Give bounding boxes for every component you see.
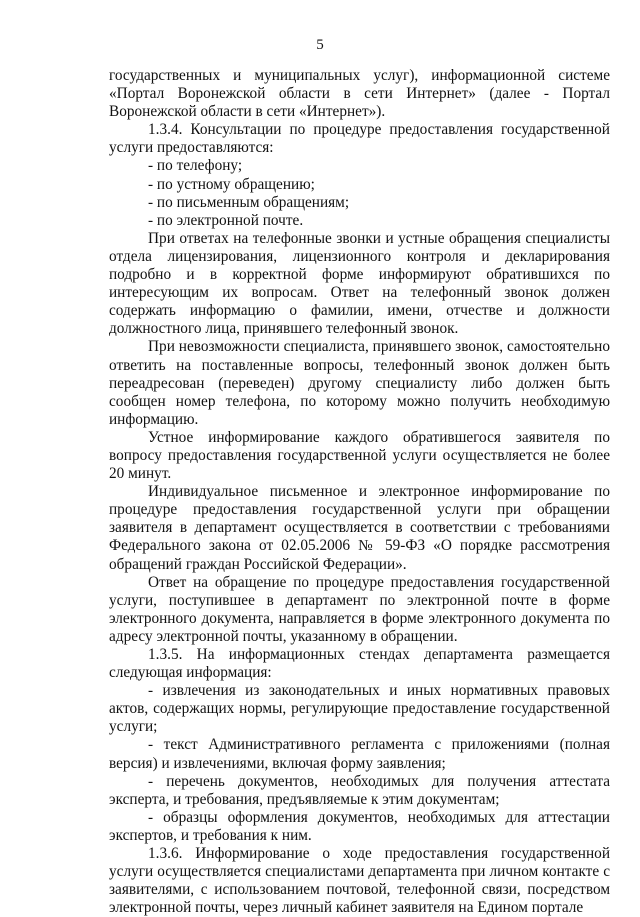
paragraph: - образцы оформления документов, необходимых для аттестации экспертов, и требования к ним. — [109, 808, 610, 844]
document-body — [109, 67, 610, 917]
paragraph: - по электронной почте. — [148, 211, 304, 229]
paragraph: - по телефону; — [148, 157, 243, 175]
paragraph: При невозможности специалиста, принявшего звонок, самостоятельно ответить на поставленные вопросы, телефонный звонок должен быть переадресован (переведен) другому специалисту либо должен быть сообщен номер телефона, по которому можно получить необходимую информацию. — [109, 338, 610, 428]
paragraph: - извлечения из законодательных и иных нормативных правовых актов, содержащих нормы, регулирующие предоставление государственной услуги; — [109, 682, 610, 736]
paragraph: 1.3.5. На информационных стендах департамента размещается следующая информация: — [109, 646, 610, 682]
paragraph: - по устному обращению; — [148, 175, 315, 193]
paragraph: 1.3.4. Консультации по процедуре предоставления государственной услуги предоставляются: — [109, 121, 610, 157]
paragraph: - текст Административного регламента с приложениями (полная версия) и извлечениями, включая форму заявления; — [109, 736, 610, 772]
paragraph: - перечень документов, необходимых для получения аттестата эксперта, и требования, предъявляемые к этим документам; — [109, 772, 610, 808]
paragraph: При ответах на телефонные звонки и устные обращения специалисты отдела лицензирования, лицензионного контроля и декларирования подробно и в корректной форме информируют обратившихся по интересующим их вопросам. Ответ на телефонный звонок должен содержать информацию о фамилии, имени, отчестве и должности должностного лица, принявшего телефонный звонок. — [109, 229, 610, 338]
paragraph: - по письменным обращениям; — [148, 193, 350, 211]
paragraph: Ответ на обращение по процедуре предоставления государственной услуги, поступившее в департамент по электронной почте в форме электронного документа, направляется в форме электронного документа по адресу электронной почты, указанному в обращении. — [109, 573, 610, 645]
paragraph: Устное информирование каждого обратившегося заявителя по вопросу предоставления государственной услуги осуществляется не более 20 минут. — [109, 428, 610, 483]
page-number: 5 — [316, 37, 324, 53]
paragraph: Индивидуальное письменное и электронное информирование по процедуре предоставления государственной услуги при обращении заявителя в департамент осуществляется в соответствии с требованиями Федерального закона от 02.05.2006 № 59-ФЗ «О порядке рассмотрения обращений граждан Российской Федерации». — [109, 483, 610, 573]
paragraph: 1.3.6. Информирование о ходе предоставления государственной услуги осуществляется специалистами департамента при личном контакте с заявителями, с использованием почтовой, телефонной связи, посредством электронной почты, через личный кабинет заявителя на Едином портале — [109, 845, 610, 917]
paragraph: государственных и муниципальных услуг), информационной системе «Портал Воронежской области в сети Интернет» (далее - Портал Воронежской области в сети «Интернет»). — [109, 67, 610, 121]
